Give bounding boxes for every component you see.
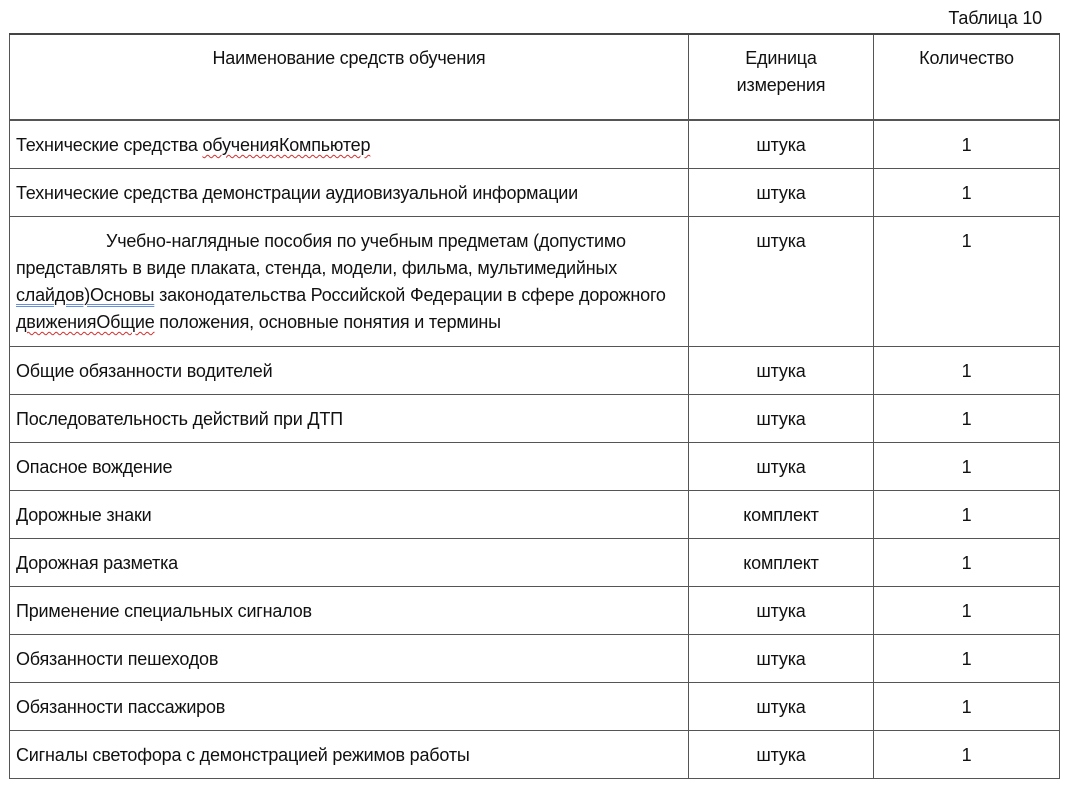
cell-name-text: Технические средства — [16, 135, 203, 155]
cell-unit: штука — [689, 587, 874, 635]
cell-name — [10, 120, 689, 169]
spellcheck-underlined-text[interactable]: обученияКомпьютер — [202, 135, 371, 155]
cell-qty: 1 — [874, 347, 1060, 395]
table-row — [10, 587, 1060, 635]
cell-name-text: положения, основные понятия и термины — [154, 312, 501, 332]
cell-name: Технические средства демонстрации аудиовизуальной информации — [10, 169, 689, 217]
header-name: Наименование средств обучения — [10, 34, 689, 120]
cell-name: Применение специальных сигналов — [10, 587, 689, 635]
cell-name — [10, 217, 689, 347]
table-row — [10, 443, 1060, 491]
cell-qty: 1 — [874, 491, 1060, 539]
cell-name: Общие обязанности водителей — [10, 347, 689, 395]
cell-qty: 1 — [874, 683, 1060, 731]
cell-unit: штука — [689, 635, 874, 683]
cell-qty: 1 — [874, 731, 1060, 779]
cell-name-text: Учебно-наглядные пособия по учебным предметам (допустимо представлять в виде плаката, стенда, модели, фильма, мультимедийных — [16, 231, 626, 278]
cell-name: Опасное вождение — [10, 443, 689, 491]
cell-name: Дорожные знаки — [10, 491, 689, 539]
cell-qty: 1 — [874, 587, 1060, 635]
cell-qty: 1 — [874, 120, 1060, 169]
cell-unit: штука — [689, 443, 874, 491]
header-qty: Количество — [874, 34, 1060, 120]
cell-name: Последовательность действий при ДТП — [10, 395, 689, 443]
cell-unit: комплект — [689, 491, 874, 539]
table-row — [10, 169, 1060, 217]
table-row — [10, 217, 1060, 347]
cell-qty: 1 — [874, 539, 1060, 587]
header-unit-label: Единица измерения — [736, 48, 826, 95]
cell-qty: 1 — [874, 217, 1060, 347]
table-row — [10, 395, 1060, 443]
cell-unit: комплект — [689, 539, 874, 587]
cell-qty: 1 — [874, 443, 1060, 491]
cell-name-text: законодательства Российской Федерации в сфере дорожного — [154, 285, 666, 305]
table-caption: Таблица 10 — [948, 8, 1042, 28]
cell-unit: штука — [689, 347, 874, 395]
cell-unit: штука — [689, 395, 874, 443]
cell-name: Сигналы светофора с демонстрацией режимов работы — [10, 731, 689, 779]
training-tools-table — [9, 33, 1060, 779]
table-row — [10, 120, 1060, 169]
cell-name: Обязанности пешеходов — [10, 635, 689, 683]
cell-qty: 1 — [874, 169, 1060, 217]
cell-unit: штука — [689, 120, 874, 169]
cell-name: Обязанности пассажиров — [10, 683, 689, 731]
table-row — [10, 539, 1060, 587]
table-row — [10, 683, 1060, 731]
table-row — [10, 491, 1060, 539]
table-row — [10, 635, 1060, 683]
table-header-row — [10, 34, 1060, 120]
cell-qty: 1 — [874, 635, 1060, 683]
cell-qty: 1 — [874, 395, 1060, 443]
cell-unit: штука — [689, 683, 874, 731]
grammar-underlined-text[interactable]: слайдов)Основы — [16, 285, 155, 305]
spellcheck-underlined-text[interactable]: движенияОбщие — [16, 312, 155, 332]
cell-unit: штука — [689, 217, 874, 347]
cell-name: Дорожная разметка — [10, 539, 689, 587]
cell-unit: штука — [689, 169, 874, 217]
header-unit — [689, 34, 874, 120]
cell-unit: штука — [689, 731, 874, 779]
table-row — [10, 347, 1060, 395]
table-row — [10, 731, 1060, 779]
